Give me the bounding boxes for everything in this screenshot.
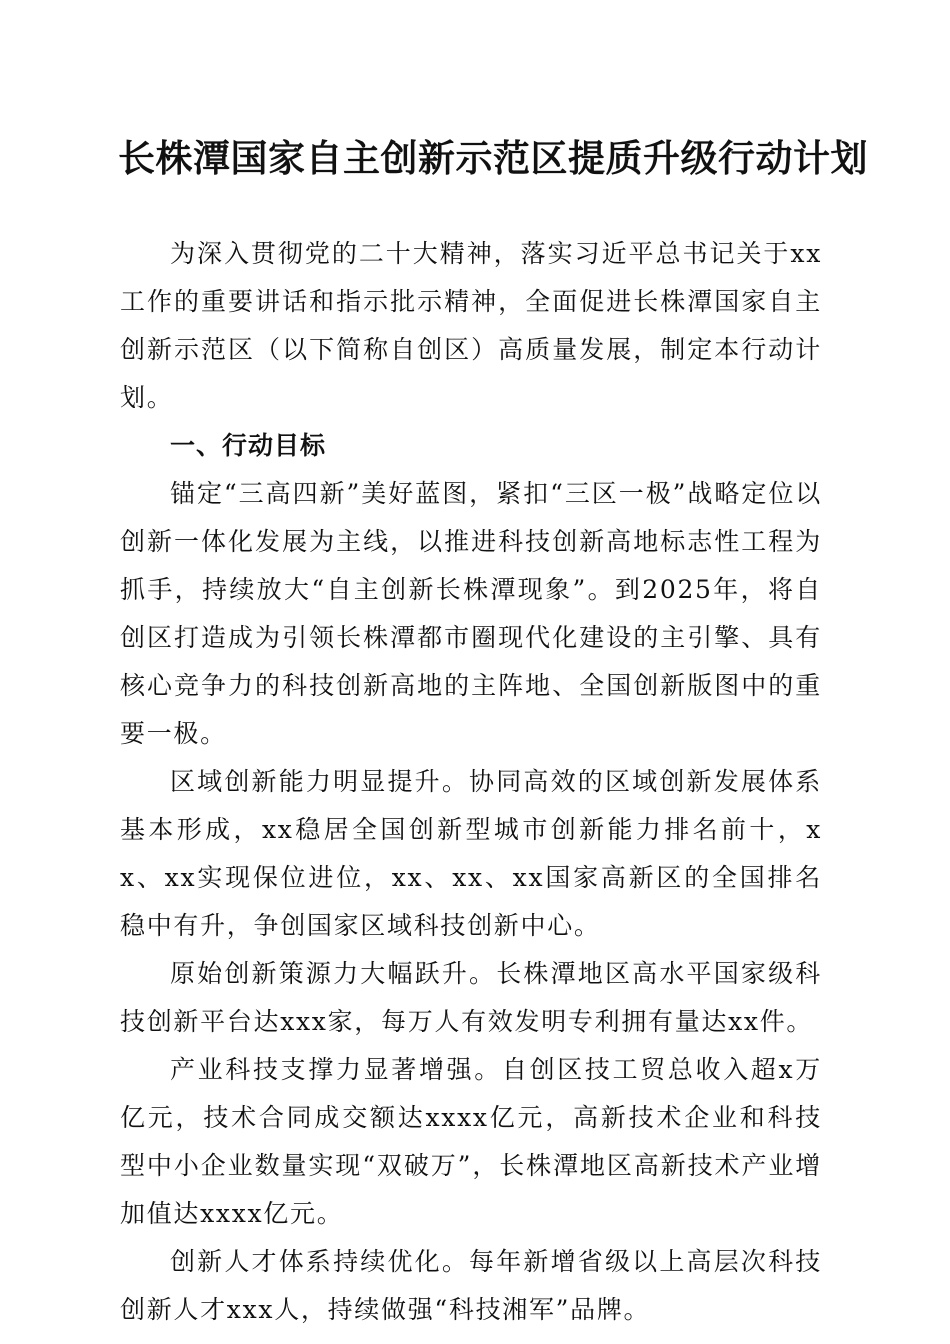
body-paragraph: 原始创新策源力大幅跃升。长株潭地区高水平国家级科技创新平台达xxx家，每万人有效发明专利拥有量达xx件。 [120, 959, 822, 1036]
document-body [120, 230, 822, 1334]
body-paragraph: 创新人才体系持续优化。每年新增省级以上高层次科技创新人才xxx人，持续做强“科技湘军”品牌。 [120, 1247, 822, 1324]
document-title: 长株潭国家自主创新示范区提质升级行动计划 [118, 136, 868, 180]
section-heading: 一、行动目标 [170, 431, 327, 460]
body-paragraph: 锚定“三高四新”美好蓝图，紧扣“三区一极”战略定位以创新一体化发展为主线，以推进科技创新高地标志性工程为抓手，持续放大“自主创新长株潭现象”。到2025年，将自创区打造成为引领长株潭都市圈现代化建设的主引擎、具有核心竞争力的科技创新高地的主阵地、全国创新版图中的重要一极。 [120, 479, 822, 748]
body-paragraph: 产业科技支撑力显著增强。自创区技工贸总收入超x万亿元，技术合同成交额达xxxx亿元，高新技术企业和科技型中小企业数量实现“双破万”，长株潭地区高新技术产业增加值达xxxx亿元。 [120, 1055, 822, 1228]
intro-paragraph: 为深入贯彻党的二十大精神，落实习近平总书记关于xx工作的重要讲话和指示批示精神，全面促进长株潭国家自主创新示范区（以下简称自创区）高质量发展，制定本行动计划。 [120, 239, 822, 412]
body-paragraph: 区域创新能力明显提升。协同高效的区域创新发展体系基本形成，xx稳居全国创新型城市创新能力排名前十，xx、xx实现保位进位，xx、xx、xx国家高新区的全国排名稳中有升，争创国家区域科技创新中心。 [120, 767, 822, 940]
